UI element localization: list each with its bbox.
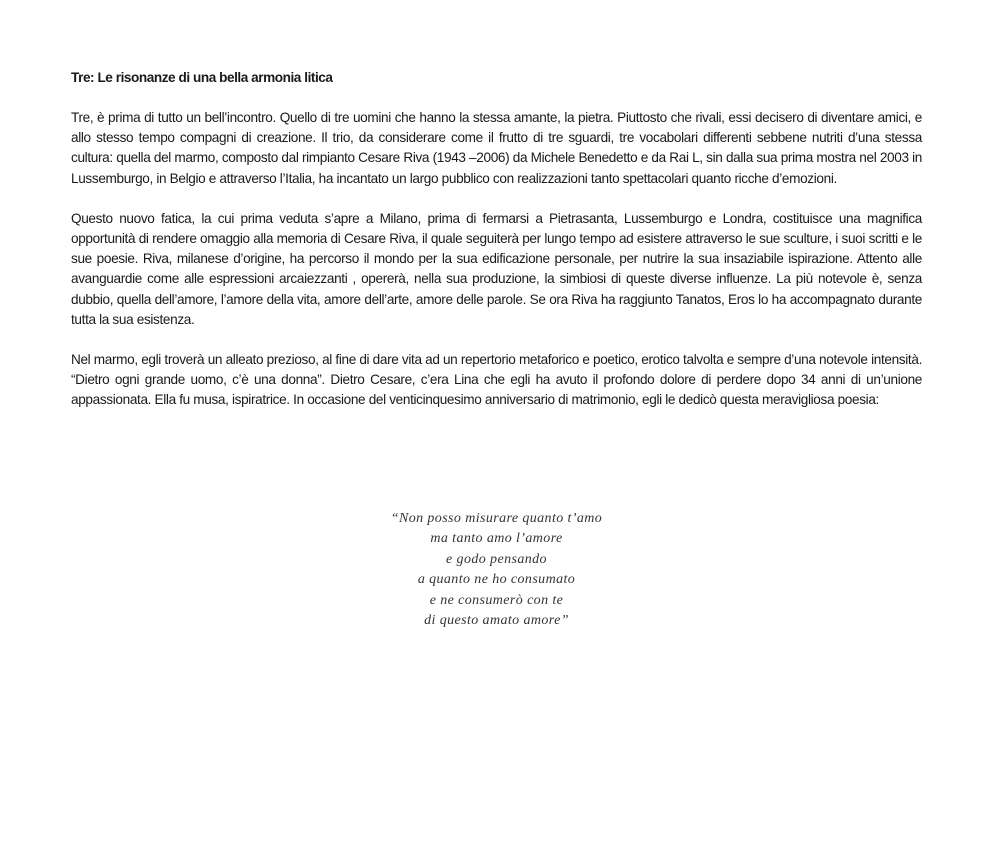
paragraph-marble: Nel marmo, egli troverà un alleato prezioso, al fine di dare vita ad un repertorio metaforico e poetico, erotico talvolta e sempre d’una notevole intensità. “Dietro ogni grande uomo, c’è una donna”. Dietro Cesare, c’era Lina che egli ha avuto il profondo dolore di perdere dopo 34 anni di un’unione appassionata. Ella fu musa, ispiratrice. In occasione del venticinquesimo anniversario di matrimonio, egli le dedicò questa meravigliosa poesia:: [71, 352, 922, 408]
poem-line: a quanto ne ho consumato: [417, 572, 576, 588]
poem-line: e godo pensando: [446, 551, 547, 567]
paragraph-intro: Tre, è prima di tutto un bell’incontro. Quello di tre uomini che hanno la stessa amante, la pietra. Piuttosto che rivali, essi decisero di diventare amici, e allo stesso tempo compagni di creazione. Il trio, da considerare come il frutto di tre sguardi, tre vocabolari differenti sebbene nutriti d’una stessa cultura: quella del marmo, composto dal rimpianto Cesare Riva (1943 –2006) da Michele Benedetto e da Rai L, sin dalla sua prima mostra nel 2003 in Lussemburgo, in Belgio e attraverso l’Italia, ha incantato un largo pubblico con realizzazioni tanto spettacolari quanto ricche d’emozioni.: [71, 110, 922, 186]
document-title: Tre: Le risonanze di una bella armonia litica: [71, 70, 333, 85]
poem-line: “Non posso misurare quanto t’amo: [390, 511, 603, 526]
poem-line: ma tanto amo l’amore: [430, 531, 563, 547]
poem-line: di questo amato amore”: [424, 613, 569, 629]
document-body: [71, 68, 922, 431]
paragraph-exhibition: Questo nuovo fatica, la cui prima veduta s’apre a Milano, prima di fermarsi a Pietrasanta, Lussemburgo e Londra, costituisce una magnifica opportunità di rendere omaggio alla memoria di Cesare Riva, il quale seguiterà per lungo tempo ad esistere attraverso le sue sculture, i suoi scritti e le sue poesie. Riva, milanese d’origine, ha percorso il mondo per la sua edificazione personale, per nutrire la sua insaziabile ispirazione. Attento alle avanguardie come alle espressioni arcaiezzanti , opererà, nella sua produzione, la simbiosi di queste diverse influenze. La più notevole è, senza dubbio, quella dell’amore, l’amore della vita, amore dell’arte, amore delle parole. Se ora Riva ha raggiunto Tanatos, Eros lo ha accompagnato durante tutta la sua esistenza.: [71, 210, 922, 327]
poem-block: [0, 509, 993, 631]
poem-line: e ne consumerò con te: [429, 592, 564, 608]
